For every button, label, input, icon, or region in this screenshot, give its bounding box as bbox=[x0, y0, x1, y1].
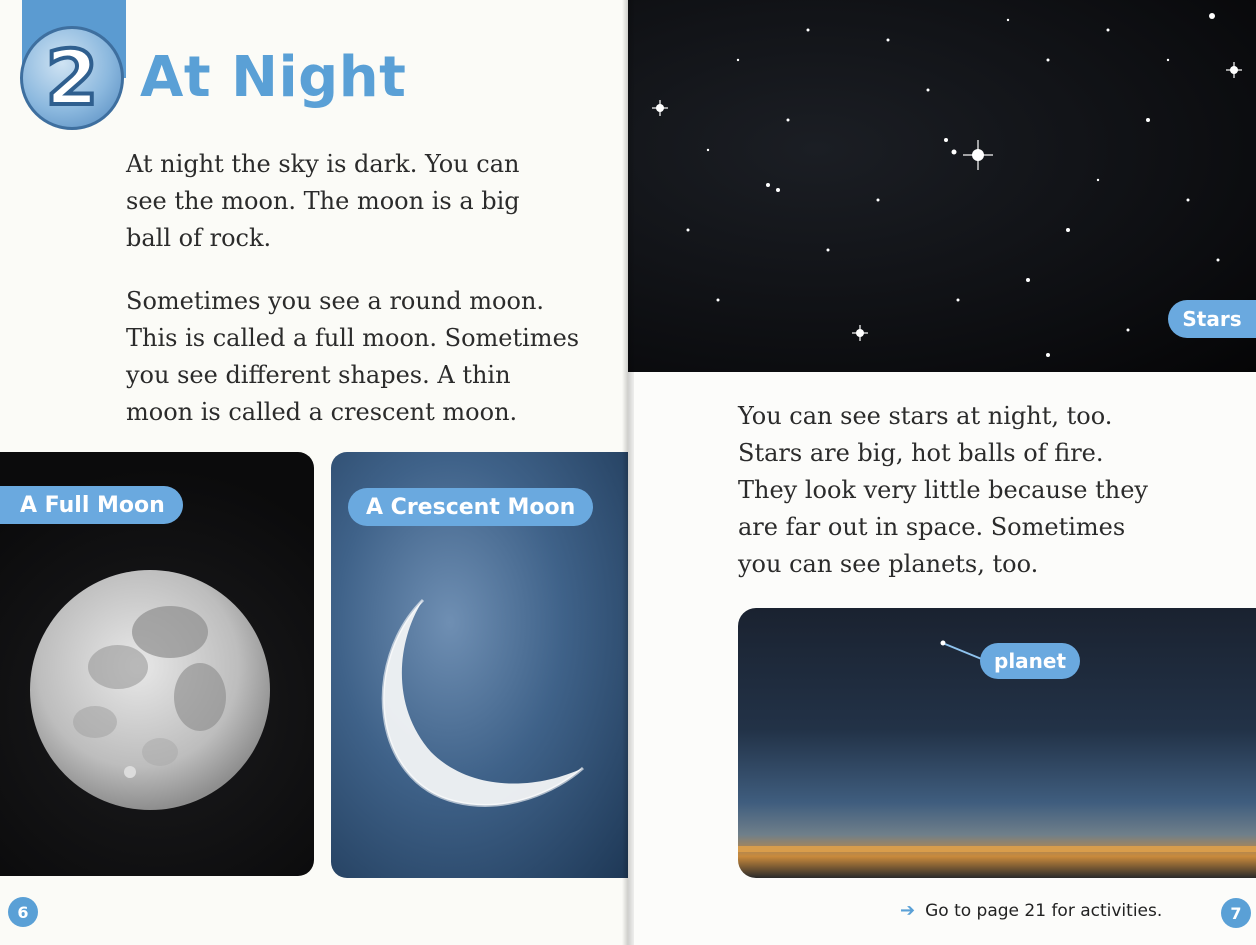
stars-paragraph bbox=[738, 398, 1208, 583]
page-number-left: 6 bbox=[8, 897, 38, 927]
paragraph-line: They look very little because they bbox=[738, 476, 1148, 504]
paragraph-line: ball of rock. bbox=[126, 224, 272, 252]
moon-shapes-paragraph bbox=[126, 283, 606, 431]
paragraph-line: you see different shapes. A thin bbox=[126, 361, 511, 389]
full-moon-label: A Full Moon bbox=[0, 486, 183, 524]
stars-photo bbox=[628, 0, 1256, 372]
paragraph-line: Stars are big, hot balls of fire. bbox=[738, 439, 1104, 467]
paragraph-line: moon is called a crescent moon. bbox=[126, 398, 518, 426]
intro-paragraph bbox=[126, 146, 546, 257]
stars-label: Stars bbox=[1168, 300, 1256, 338]
paragraph-line: are far out in space. Sometimes bbox=[738, 513, 1126, 541]
crescent-moon-label: A Crescent Moon bbox=[348, 488, 593, 526]
book-spine bbox=[622, 0, 634, 945]
chapter-title: At Night bbox=[140, 45, 407, 110]
chapter-number: 2 bbox=[45, 33, 99, 122]
arrow-right-icon: ➔ bbox=[900, 900, 916, 921]
activities-link-text: Go to page 21 for activities. bbox=[925, 900, 1163, 921]
activities-link[interactable] bbox=[900, 900, 1162, 921]
chapter-badge-icon bbox=[20, 26, 124, 130]
paragraph-line: see the moon. The moon is a big bbox=[126, 187, 520, 215]
starfield-image bbox=[628, 0, 1256, 372]
page-number-right: 7 bbox=[1221, 898, 1251, 928]
paragraph-line: This is called a full moon. Sometimes bbox=[126, 324, 580, 352]
paragraph-line: You can see stars at night, too. bbox=[738, 402, 1113, 430]
paragraph-line: Sometimes you see a round moon. bbox=[126, 287, 545, 315]
planet-label: planet bbox=[980, 643, 1080, 679]
paragraph-line: At night the sky is dark. You can bbox=[126, 150, 520, 178]
paragraph-line: you can see planets, too. bbox=[738, 550, 1039, 578]
